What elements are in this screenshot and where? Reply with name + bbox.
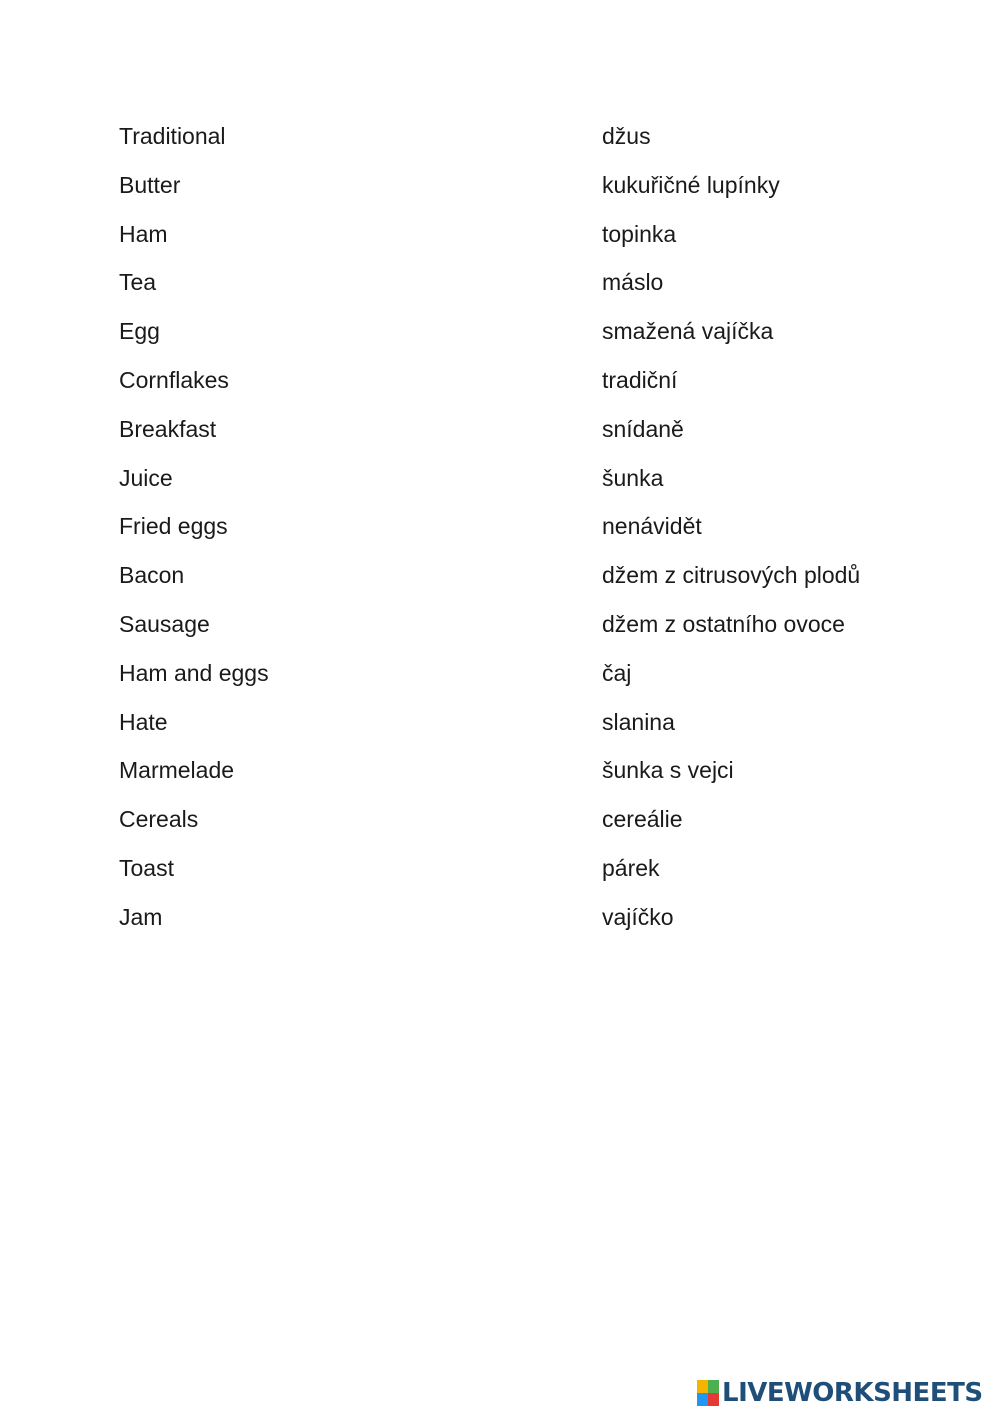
czech-word: snídaně (602, 415, 684, 442)
english-word: Tea (119, 269, 157, 296)
english-word: Cornflakes (119, 366, 229, 393)
english-word: Breakfast (119, 415, 217, 442)
czech-word: nenávidět (602, 513, 702, 540)
english-word: Butter (119, 171, 181, 198)
czech-word: vajíčko (602, 903, 674, 930)
english-word: Hate (119, 708, 168, 735)
czech-word: džus (602, 123, 651, 149)
english-word: Sausage (119, 610, 210, 637)
english-word: Egg (119, 318, 160, 345)
czech-word: smažená vajíčka (602, 318, 774, 345)
czech-word: kukuřičné lupínky (602, 171, 780, 198)
english-word: Jam (119, 903, 163, 930)
english-word: Juice (119, 464, 173, 491)
czech-word: máslo (602, 269, 664, 296)
english-word: Fried eggs (119, 513, 228, 540)
czech-word: topinka (602, 220, 677, 247)
czech-word: džem z ostatního ovoce (602, 610, 845, 637)
czech-word: párek (602, 854, 660, 881)
brand-wordmark: LIVEWORKSHEETS (722, 1378, 983, 1408)
czech-word: cereálie (602, 806, 683, 833)
czech-word: tradiční (602, 366, 678, 393)
czech-word: čaj (602, 659, 632, 686)
english-word: Cereals (119, 806, 199, 833)
english-word: Ham (119, 220, 168, 247)
czech-word: šunka s vejci (602, 757, 734, 784)
english-word: Marmelade (119, 757, 235, 784)
english-word: Ham and eggs (119, 659, 269, 686)
czech-word: slanina (602, 708, 675, 735)
liveworksheets-logo-icon (697, 1380, 719, 1406)
english-word: Traditional (119, 123, 226, 149)
english-word-list (119, 118, 539, 948)
english-word: Toast (119, 854, 174, 881)
czech-word: džem z citrusových plodů (602, 562, 861, 589)
czech-word-list (602, 118, 982, 948)
english-word: Bacon (119, 562, 185, 589)
czech-word: šunka (602, 464, 664, 491)
liveworksheets-brand (697, 1378, 983, 1408)
